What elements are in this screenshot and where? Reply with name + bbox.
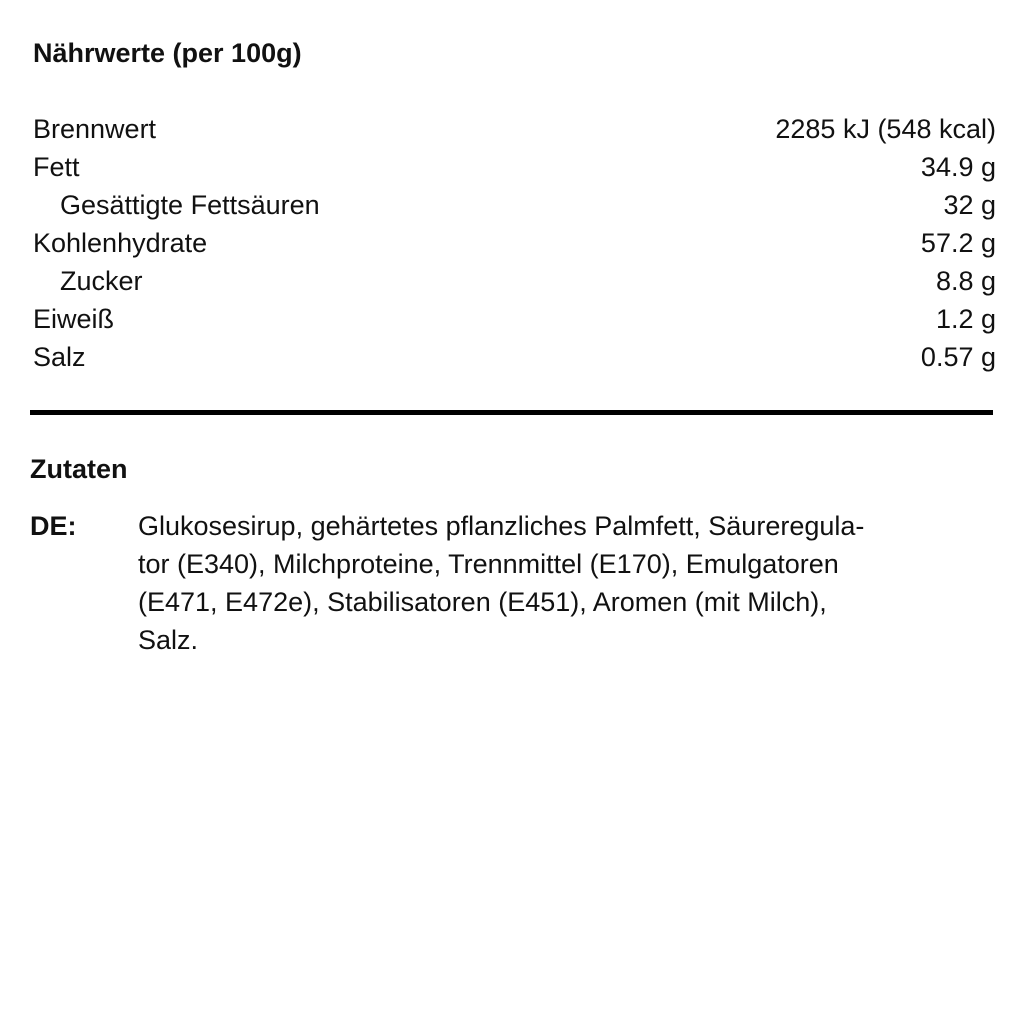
section-divider [30,410,993,415]
nutrition-label: Gesättigte Fettsäuren [60,190,320,220]
nutrition-label: Brennwert [33,114,157,144]
nutrition-label: Kohlenhydrate [33,228,208,258]
nutrition-label: Zucker [60,266,143,296]
ingredients-text [138,507,993,659]
nutrition-value: 2285 kJ (548 kcal) [775,114,996,144]
nutrition-row-brennwert [33,110,996,148]
nutrition-label: Eiweiß [33,304,115,334]
nutrition-value: 57.2 g [920,228,996,258]
nutrition-label: Salz [33,342,86,372]
nutrition-value: 34.9 g [920,152,996,182]
nutrition-row-fett [33,148,996,186]
nutrition-label: Fett [33,152,80,182]
nutrition-row-zucker [33,262,996,300]
nutrition-value: 0.57 g [920,342,996,372]
nutrition-value: 1.2 g [935,304,996,334]
ingredients-title: Zutaten [30,454,128,484]
nutrition-row-gesaettigte-fettsaeuren [33,186,996,224]
nutrition-row-salz [33,338,996,376]
nutrition-value: 8.8 g [935,266,996,296]
ingredients-language-code: DE: [30,511,77,541]
ingredients-line: (E471, E472e), Stabilisatoren (E451), Aromen (mit Milch), [138,587,827,617]
ingredients-line: tor (E340), Milchproteine, Trennmittel (E170), Emulgatoren [138,549,839,579]
ingredients-line: Glukosesirup, gehärtetes pflanzliches Palmfett, Säureregula- [138,511,865,541]
nutrition-title: Nährwerte (per 100g) [33,38,302,68]
ingredients-line: Salz. [138,625,199,655]
nutrition-table [33,110,996,376]
nutrition-row-eiweiss [33,300,996,338]
nutrition-row-kohlenhydrate [33,224,996,262]
ingredients-block [30,507,993,659]
nutrition-value: 32 g [943,190,996,220]
